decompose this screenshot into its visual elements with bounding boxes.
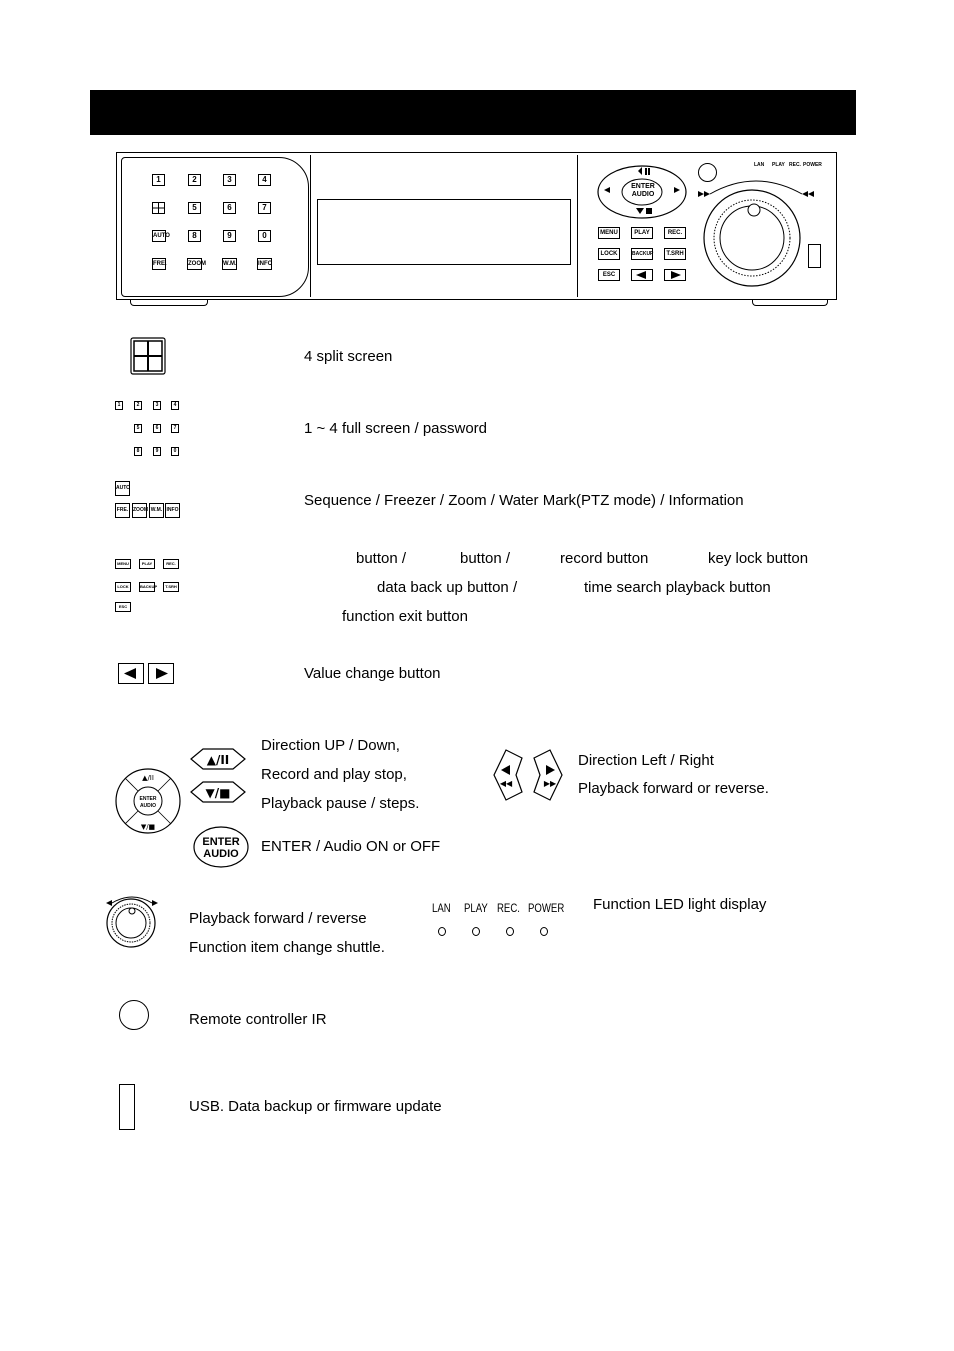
key-zoom[interactable]: ZOOM	[187, 258, 202, 270]
key-3[interactable]: 3	[223, 174, 236, 186]
left-arrow-icon	[632, 270, 652, 280]
legend-key-wm: W.M.	[149, 503, 164, 518]
split-screen-text: 4 split screen	[304, 348, 393, 365]
split-screen-icon	[130, 337, 166, 375]
svg-text:ENTER: ENTER	[202, 836, 240, 848]
value-change-text: Value change button	[304, 665, 441, 682]
key-rec[interactable]: REC.	[664, 227, 686, 239]
key-4[interactable]: 4	[258, 174, 271, 186]
legend-left-button	[118, 663, 144, 684]
keypad-section	[121, 157, 309, 297]
led-label-rec: REC.	[497, 901, 520, 915]
usb-text: USB. Data backup or firmware update	[189, 1098, 442, 1115]
svg-text:▶▶: ▶▶	[543, 779, 557, 788]
key-1[interactable]: 1	[152, 174, 165, 186]
led-display-text: Function LED light display	[593, 896, 767, 913]
ctrl-text-esc: function exit button	[342, 608, 468, 625]
svg-text:▲/II: ▲/II	[142, 774, 154, 782]
legend-key-tsrh: T.SRH	[163, 582, 179, 592]
legend-key-rec: REC.	[163, 559, 179, 569]
ctrl-text-record: record button	[560, 550, 649, 567]
key-info[interactable]: INFO	[257, 258, 272, 270]
panel-foot-right	[752, 299, 828, 306]
left-arrow-icon	[119, 664, 143, 683]
svg-text:AUDIO: AUDIO	[203, 848, 239, 860]
ctrl-text-backup: data back up button /	[377, 579, 518, 596]
legend-key-0: 0	[171, 447, 179, 456]
legend-key-3: 3	[153, 401, 161, 410]
shuttle-text-1: Playback forward / reverse	[189, 910, 367, 927]
svg-text:◀◀: ◀◀	[499, 779, 513, 788]
legend-key-info: INFO	[165, 503, 180, 518]
legend-key-5: 5	[134, 424, 142, 433]
key-backup[interactable]: BACKUP	[631, 248, 653, 260]
key-6[interactable]: 6	[223, 202, 236, 214]
key-5[interactable]: 5	[188, 202, 201, 214]
svg-text:▼/■: ▼/■	[205, 786, 231, 800]
key-lock[interactable]: LOCK	[598, 248, 620, 260]
left-right-buttons-icon	[492, 748, 564, 802]
legend-key-play: PLAY	[139, 559, 155, 569]
legend-key-auto: AUTO	[115, 481, 130, 496]
dir-lr-text-2: Playback forward or reverse.	[578, 780, 769, 797]
key-left[interactable]	[631, 269, 653, 281]
led-rec: REC.	[789, 162, 801, 168]
key-0[interactable]: 0	[258, 230, 271, 242]
panel-foot-left	[130, 299, 208, 306]
enter-audio-text: ENTER / Audio ON or OFF	[261, 838, 441, 855]
ctrl-text-menu: button /	[356, 550, 407, 567]
key-auto[interactable]: AUTO	[152, 230, 166, 242]
key-9[interactable]: 9	[223, 230, 236, 242]
key-right[interactable]	[664, 269, 686, 281]
key-watermark[interactable]: W.M.	[222, 258, 237, 270]
legend-usb-icon	[119, 1084, 135, 1130]
dpad-enter-label: ENTER	[631, 183, 655, 190]
dir-ud-text-2: Record and play stop,	[261, 766, 407, 783]
right-arrow-icon	[665, 270, 685, 280]
key-menu[interactable]: MENU	[598, 227, 620, 239]
legend-key-backup: BACKUP	[139, 582, 155, 592]
led-label-power: POWER	[528, 901, 565, 915]
led-label-lan: LAN	[432, 901, 451, 915]
key-esc[interactable]: ESC	[598, 269, 620, 281]
dir-ud-text-3: Playback pause / steps.	[261, 795, 420, 812]
legend-key-4: 4	[171, 401, 179, 410]
key-freeze[interactable]: FRE.	[152, 258, 166, 270]
enter-audio-button-icon	[192, 826, 250, 868]
display-window	[317, 199, 571, 265]
ctrl-text-lock: key lock button	[708, 550, 809, 567]
legend-key-1: 1	[115, 401, 123, 410]
up-pause-button-icon	[189, 747, 247, 771]
key-play[interactable]: PLAY	[631, 227, 653, 239]
key-8[interactable]: 8	[188, 230, 201, 242]
legend-key-2: 2	[134, 401, 142, 410]
key-2[interactable]: 2	[188, 174, 201, 186]
key-tsrh[interactable]: T.SRH	[664, 248, 686, 260]
legend-key-esc: ESC	[115, 602, 131, 612]
led-dot-rec	[506, 927, 514, 936]
down-stop-button-icon	[189, 780, 247, 804]
legend-key-7: 7	[171, 424, 179, 433]
legend-key-menu: MENU	[115, 559, 131, 569]
dir-ud-text-1: Direction UP / Down,	[261, 737, 400, 754]
key-7[interactable]: 7	[258, 202, 271, 214]
legend-key-zoom: ZOOM	[132, 503, 147, 518]
key-split[interactable]	[152, 202, 165, 214]
fullscreen-text: 1 ~ 4 full screen / password	[304, 420, 488, 437]
usb-port[interactable]	[808, 244, 821, 268]
led-label-play: PLAY	[464, 901, 488, 915]
dir-lr-text-1: Direction Left / Right	[578, 752, 714, 769]
legend-right-button	[148, 663, 174, 684]
sequence-text: Sequence / Freezer / Zoom / Water Mark(PTZ mode) / Information	[304, 492, 744, 509]
legend-shuttle-icon	[100, 893, 164, 949]
right-arrow-icon	[149, 664, 173, 683]
svg-text:AUDIO: AUDIO	[139, 803, 157, 809]
svg-text:▲/II: ▲/II	[206, 753, 230, 767]
legend-dpad-icon	[114, 767, 182, 835]
shuttle-text-2: Function item change shuttle.	[189, 939, 385, 956]
legend-key-freeze: FRE.	[115, 503, 130, 518]
legend-key-8: 8	[134, 447, 142, 456]
led-dot-power	[540, 927, 548, 936]
legend-key-lock: LOCK	[115, 582, 131, 592]
header-bar	[90, 90, 856, 135]
ctrl-text-play: button /	[460, 550, 511, 567]
led-lan: LAN	[754, 162, 765, 168]
led-power: POWER	[803, 162, 822, 168]
led-dot-lan	[438, 927, 446, 936]
jog-shuttle[interactable]	[690, 168, 822, 288]
legend-key-6: 6	[153, 424, 161, 433]
ctrl-text-timesearch: time search playback button	[584, 579, 771, 596]
svg-text:ENTER: ENTER	[139, 796, 157, 802]
remote-ir-text: Remote controller IR	[189, 1011, 327, 1028]
led-play: PLAY	[772, 162, 785, 168]
svg-text:▼/■: ▼/■	[140, 823, 156, 831]
dpad-audio-label: AUDIO	[631, 191, 655, 198]
split-icon	[153, 203, 164, 213]
legend-ir-icon	[119, 1000, 149, 1030]
legend-key-9: 9	[153, 447, 161, 456]
led-dot-play	[472, 927, 480, 936]
